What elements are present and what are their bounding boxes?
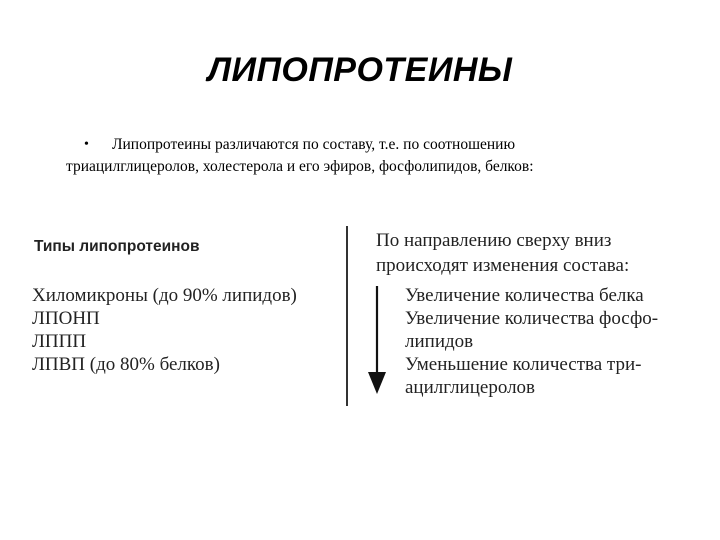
slide-title: ЛИПОПРОТЕИНЫ xyxy=(207,51,513,89)
type-item-idl: ЛППП xyxy=(32,331,87,352)
bullet-paragraph xyxy=(66,134,706,178)
type-item-chylomicrons: Хиломикроны (до 90% липидов) xyxy=(32,285,297,306)
change-item-4: Уменьшение количества три- xyxy=(405,354,642,375)
types-header: Типы липопротеинов xyxy=(34,238,200,255)
change-item-3: липидов xyxy=(405,331,474,352)
type-item-hdl: ЛПВП (до 80% белков) xyxy=(32,354,220,375)
bullet-text-line-2: триацилглицеролов, холестерола и его эфиров, фосфолипидов, белков: xyxy=(66,158,534,175)
bullet-text-line-1: Липопротеины различаются по составу, т.е. по соотношению xyxy=(112,136,516,153)
direction-header-line-1: По направлению сверху вниз xyxy=(376,230,612,251)
bullet-icon: • xyxy=(84,137,89,152)
column-divider xyxy=(346,226,348,406)
arrow-down-icon xyxy=(362,284,392,396)
change-item-2: Увеличение количества фосфо- xyxy=(405,308,659,329)
type-item-vldl: ЛПОНП xyxy=(32,308,100,329)
types-list xyxy=(32,284,297,376)
bullet-line-1 xyxy=(66,134,706,156)
changes-list xyxy=(405,284,658,399)
direction-header-line-2: происходят изменения состава: xyxy=(376,255,630,276)
change-item-5: ацилглицеролов xyxy=(405,377,536,398)
direction-header xyxy=(376,228,629,278)
change-item-1: Увеличение количества белка xyxy=(405,285,644,306)
